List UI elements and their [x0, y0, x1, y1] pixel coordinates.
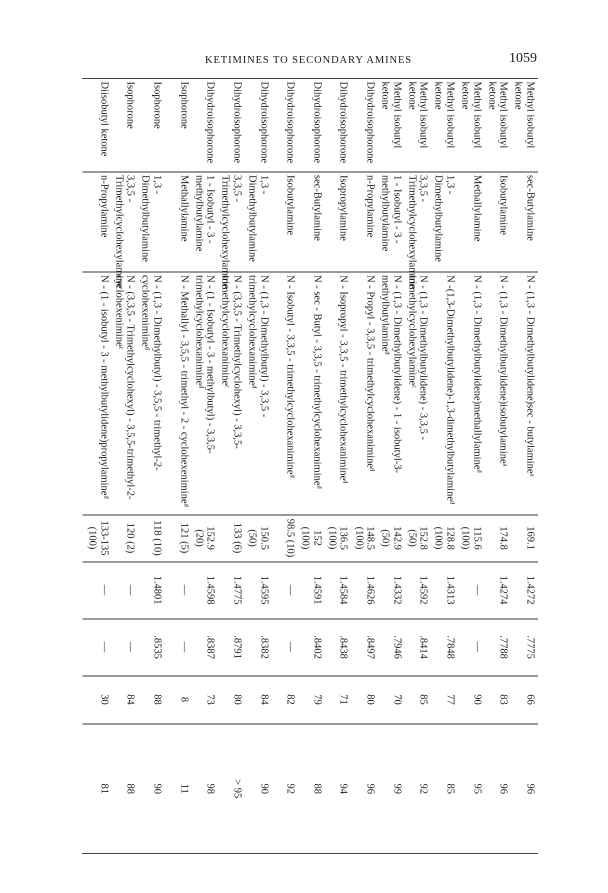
- amine-cell: 1 - Isobutyl - 3 - methylbutylamine: [189, 171, 216, 271]
- table-row: [242, 78, 269, 853]
- purity-cell: 85: [444, 783, 456, 794]
- table-row: [508, 78, 538, 853]
- yield-cell: 73: [189, 675, 216, 723]
- table-row: [135, 78, 162, 853]
- ketone-cell: Methyl isobutyl ketone: [402, 78, 429, 171]
- density-cell: .8402: [295, 618, 322, 675]
- product-cell: N - sec - Butyl - 3,3,5 - trimethylcyclohexanimineᵈ: [295, 271, 322, 514]
- density-cell: .8791: [215, 618, 242, 675]
- purity-cell: 96: [524, 783, 535, 794]
- boiling-point-cell: 174.8: [482, 514, 509, 561]
- purity-cell: 90: [150, 783, 162, 794]
- ketone-cell: Methyl isobutyl ketone: [428, 78, 455, 171]
- refractive-index-cell: —: [109, 561, 136, 618]
- yield-cell: 82: [269, 675, 296, 723]
- product-cell: N - Isopropyl - 3,3,5 - trimethylcyclohexanimineᵈ: [322, 271, 349, 514]
- ketone-cell: Dihydroisophorone: [348, 78, 375, 171]
- amine-cell: sec-Butylamine: [508, 171, 538, 271]
- table-row: [215, 78, 242, 853]
- amine-cell: Isobutylamine: [482, 171, 509, 271]
- ketone-cell: Dihydroisophorone: [269, 78, 296, 171]
- amine-cell: Methallylamine: [455, 171, 482, 271]
- boiling-point-cell: 133-135 (100): [82, 514, 109, 561]
- table-row: [402, 78, 429, 853]
- yield-cell: 84: [242, 675, 269, 723]
- table-rule-bottom: [82, 853, 538, 854]
- running-head: KETIMINES TO SECONDARY AMINES: [205, 55, 413, 66]
- table-row: [375, 78, 402, 853]
- boiling-point-cell: 169.1: [508, 514, 538, 561]
- amine-cell: 1,3 - Dimethylbutylamine: [428, 171, 455, 271]
- boiling-point-cell: 128.8 (100): [428, 514, 455, 561]
- product-cell: N - Isobutyl - 3,3,5 - trimethylcyclohexanimineᵈ: [269, 271, 296, 514]
- amine-cell: Methallylamine: [162, 171, 189, 271]
- refractive-index-cell: —: [269, 561, 296, 618]
- table-row: [162, 78, 189, 853]
- ketone-cell: Diisobutyl ketone: [82, 78, 109, 171]
- refractive-index-cell: 1.4801: [135, 561, 162, 618]
- product-cell: N - (1,3 - Dimethylbutyl) - 3,5,5 - trimethyl-2-cyclohexenimineᵈ: [135, 271, 162, 514]
- ketone-cell: Dihydroisophorone: [215, 78, 242, 171]
- product-cell: N - (1,3 - Dimethylbutyl) - 3,3,5 - trimethylcyclohexanimineᵈ: [242, 271, 269, 514]
- density-cell: .7848: [428, 618, 455, 675]
- rotated-table-frame: [82, 78, 538, 853]
- yield-cell: 80: [215, 675, 242, 723]
- boiling-point-cell: 121 (5): [162, 514, 189, 561]
- density-cell: .8414: [402, 618, 429, 675]
- density-cell: .7946: [375, 618, 402, 675]
- boiling-point-cell: 152 (100): [295, 514, 322, 561]
- purity-cell: 90: [257, 783, 269, 794]
- product-cell: N -(1,3-Dimethylbutylidene)-1,3-dimethylbutylamineᵈ: [428, 271, 455, 514]
- refractive-index-cell: 1.4598: [189, 561, 216, 618]
- yield-cell: 77: [428, 675, 455, 723]
- refractive-index-cell: —: [162, 561, 189, 618]
- purity-cell: 96: [364, 783, 376, 794]
- yield-cell: 88: [135, 675, 162, 723]
- ketone-cell: Dihydroisophorone: [295, 78, 322, 171]
- density-cell: .7788: [482, 618, 509, 675]
- boiling-point-cell: 152.9 (20): [189, 514, 216, 561]
- table-row: [482, 78, 509, 853]
- purity-cell: 95: [470, 783, 482, 794]
- yield-cell: 83: [482, 675, 509, 723]
- density-cell: .8382: [242, 618, 269, 675]
- density-cell: —: [109, 618, 136, 675]
- refractive-index-cell: 1.4626: [348, 561, 375, 618]
- density-cell: .8438: [322, 618, 349, 675]
- refractive-index-cell: 1.4595: [242, 561, 269, 618]
- boiling-point-cell: 150.5 (50): [242, 514, 269, 561]
- product-cell: N - (1,3 - Dimethylbutylidene) - 1 - isobutyl-3-methylbutylamineᵈ: [375, 271, 402, 514]
- purity-cell: 92: [284, 783, 296, 794]
- product-cell: N - (1,3 - Dimethylbutylidene) - 3,3,5 - trimethylcyclohexylamineᶜ: [402, 271, 429, 514]
- product-cell: N - (1 - isobutyl - 3 - methylbutylidene)propylamineᵈ: [82, 271, 109, 514]
- density-cell: .8535: [135, 618, 162, 675]
- product-cell: N - Methallyl - 3,5,5 - trimethyl - 2 - cyclohexenimineᵈ: [162, 271, 189, 514]
- table-row: [109, 78, 136, 853]
- boiling-point-cell: 118 (10): [135, 514, 162, 561]
- density-cell: —: [162, 618, 189, 675]
- boiling-point-cell: 148.5 (100): [348, 514, 375, 561]
- refractive-index-cell: 1.4592: [402, 561, 429, 618]
- density-cell: .7775: [508, 618, 538, 675]
- yield-cell: 66: [508, 675, 538, 723]
- density-cell: —: [269, 618, 296, 675]
- amine-cell: Isobutylamine: [269, 171, 296, 271]
- yield-cell: 30: [82, 675, 109, 723]
- yield-cell: 8: [162, 675, 189, 723]
- product-cell: N - (1 - Isobutyl - 3 - methylbutyl) - 3,3,5-trimethylcyclohexanimineᵈ: [189, 271, 216, 514]
- amine-cell: sec-Butylamine: [295, 171, 322, 271]
- product-cell: N - (1,3 - Dimethylbutylidene)sec - butylamineᵃ: [508, 271, 538, 514]
- purity-cell: 99: [390, 783, 402, 794]
- yield-cell: 80: [348, 675, 375, 723]
- density-cell: —: [82, 618, 109, 675]
- density-cell: .8387: [189, 618, 216, 675]
- product-cell: N - (1,3 - Dimethylbutylidene)methallylamineᵈ: [455, 271, 482, 514]
- ketone-cell: Methyl isobutyl ketone: [482, 78, 509, 171]
- purity-cell: > 95: [230, 778, 242, 798]
- product-cell: N - (3,3,5 - Trimethylcyclohexyl) - 3,5,5-trimethyl-2-cyclohexenimineᶜ: [109, 271, 136, 514]
- ketone-cell: Dihydroisophorone: [189, 78, 216, 171]
- ketone-cell: Isophorone: [109, 78, 136, 171]
- ketone-cell: Dihydroisophorone: [242, 78, 269, 171]
- table-row: [295, 78, 322, 853]
- boiling-point-cell: 115.6 (100): [455, 514, 482, 561]
- boiling-point-cell: 136.5 (100): [322, 514, 349, 561]
- product-cell: N - (3,3,5 - Trimethylcyclohexyl) - 3,3,5-trimethylcyclohexanimineᶜ: [215, 271, 242, 514]
- table-row: [428, 78, 455, 853]
- purity-cell: 94: [337, 783, 349, 794]
- table-row: [269, 78, 296, 853]
- ketone-cell: Isophorone: [162, 78, 189, 171]
- purity-cell: 81: [97, 783, 109, 794]
- amine-cell: 1 - Isobutyl - 3 - methylbutylamine: [375, 171, 402, 271]
- refractive-index-cell: —: [82, 561, 109, 618]
- purity-cell: 88: [310, 783, 322, 794]
- refractive-index-cell: 1.4313: [428, 561, 455, 618]
- yield-cell: 79: [295, 675, 322, 723]
- yield-cell: 85: [402, 675, 429, 723]
- ketone-cell: Methyl isobutyl ketone: [508, 78, 538, 171]
- data-table: [82, 78, 538, 853]
- refractive-index-cell: 1.4775: [215, 561, 242, 618]
- refractive-index-cell: 1.4332: [375, 561, 402, 618]
- ketone-cell: Methyl isobutyl ketone: [455, 78, 482, 171]
- refractive-index-cell: 1.4272: [508, 561, 538, 618]
- purity-cell: 11: [177, 783, 189, 794]
- purity-cell: 98: [204, 783, 216, 794]
- amine-cell: n-Propylamine: [82, 171, 109, 271]
- amine-cell: Isopropylamine: [322, 171, 349, 271]
- ketone-cell: Isophorone: [135, 78, 162, 171]
- refractive-index-cell: 1.4274: [482, 561, 509, 618]
- boiling-point-cell: 120 (2): [109, 514, 136, 561]
- amine-cell: 3,3,5 - Trimethylcyclohexylamine: [215, 171, 242, 271]
- amine-cell: 1,3 - Dimethylbutylamine: [135, 171, 162, 271]
- boiling-point-cell: 98.5 (10): [269, 514, 296, 561]
- amine-cell: 3,3,5 - Trimethylcyclohexylamine: [402, 171, 429, 271]
- ketone-cell: Methyl isobutyl ketone: [375, 78, 402, 171]
- product-cell: N - Propyl - 3,3,5 - trimethylcyclohexanimineᵈ: [348, 271, 375, 514]
- purity-cell: 96: [497, 783, 509, 794]
- table-row: [82, 78, 109, 853]
- boiling-point-cell: 133 (6): [215, 514, 242, 561]
- amine-cell: 3,3,5 - Trimethylcyclohexylamine: [109, 171, 136, 271]
- yield-cell: 90: [455, 675, 482, 723]
- yield-cell: 84: [109, 675, 136, 723]
- boiling-point-cell: 152.8 (50): [402, 514, 429, 561]
- amine-cell: n-Propylamine: [348, 171, 375, 271]
- ketone-cell: Dihydroisophorone: [322, 78, 349, 171]
- amine-cell: 1,3 - Dimethylbutylamine: [242, 171, 269, 271]
- table-row: [348, 78, 375, 853]
- table-row: [189, 78, 216, 853]
- density-cell: —: [455, 618, 482, 675]
- table-row: [322, 78, 349, 853]
- purity-cell: 88: [124, 783, 136, 794]
- table-row: [455, 78, 482, 853]
- refractive-index-cell: —: [455, 561, 482, 618]
- purity-cell: 92: [417, 783, 429, 794]
- product-cell: N - (1,3 - Dimethylbutylidene)isobutylamineᵃ: [482, 271, 509, 514]
- refractive-index-cell: 1.4591: [295, 561, 322, 618]
- boiling-point-cell: 142.9 (50): [375, 514, 402, 561]
- yield-cell: 70: [375, 675, 402, 723]
- page-number: 1059: [509, 51, 537, 66]
- yield-cell: 71: [322, 675, 349, 723]
- density-cell: .8497: [348, 618, 375, 675]
- refractive-index-cell: 1.4584: [322, 561, 349, 618]
